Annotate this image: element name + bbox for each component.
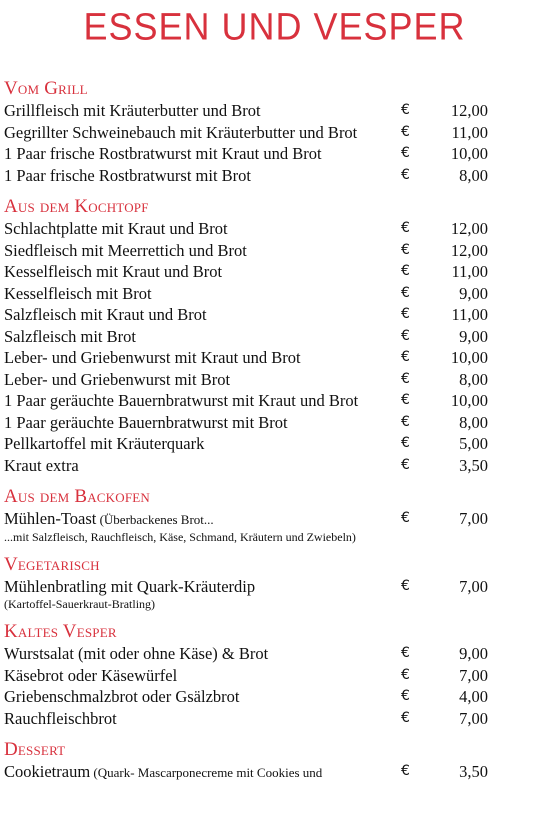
item-description: ...mit Salzfleisch, Rauchfleisch, Käse, Schmand, Kräutern und Zwiebeln) bbox=[4, 529, 356, 544]
item-price: 9,00 bbox=[459, 283, 488, 303]
euro-sign: € bbox=[401, 666, 410, 683]
euro-sign: € bbox=[401, 435, 410, 451]
item-name: Gegrillter Schweinebauch mit Kräuterbutter und Brot bbox=[4, 122, 358, 142]
item-price: 7,00 bbox=[459, 665, 488, 685]
menu-item bbox=[4, 390, 544, 412]
item-name-line bbox=[4, 122, 357, 144]
item-name-line bbox=[4, 508, 214, 531]
item-price: 5,00 bbox=[459, 434, 488, 453]
item-name: Leber- und Griebenwurst mit Brot bbox=[4, 369, 231, 389]
item-name: Käsebrot oder Käsewürfel bbox=[4, 665, 178, 685]
item-name-line bbox=[4, 240, 247, 262]
item-note: (Überbackenes Brot... bbox=[96, 512, 214, 527]
item-name: 1 Paar geräuchte Bauernbratwurst mit Kraut und Brot bbox=[4, 391, 359, 410]
menu-item bbox=[4, 218, 544, 240]
item-price: 3,50 bbox=[459, 455, 488, 475]
euro-sign: € bbox=[401, 123, 410, 140]
euro-sign: € bbox=[401, 166, 410, 183]
euro-sign: € bbox=[401, 709, 410, 726]
menu-list bbox=[4, 78, 544, 783]
item-name: Mühlen-Toast bbox=[4, 509, 97, 528]
menu-item bbox=[4, 643, 544, 665]
item-description: (Kartoffel-Sauerkraut-Bratling) bbox=[4, 597, 156, 611]
item-name: Rauchfleischbrot bbox=[4, 708, 117, 728]
section-spacer bbox=[4, 544, 544, 554]
menu-section bbox=[4, 621, 544, 739]
item-name: Grillfleisch mit Kräuterbutter und Brot bbox=[4, 101, 261, 120]
item-name: Kesselfleisch mit Brot bbox=[4, 283, 152, 303]
menu-item bbox=[4, 100, 544, 122]
item-name-line bbox=[4, 369, 230, 391]
section-title: Aus dem Kochtopf bbox=[4, 196, 149, 217]
menu-item bbox=[4, 122, 544, 144]
item-name: Mühlenbratling mit Quark-Kräuterdip bbox=[4, 576, 256, 596]
euro-sign: € bbox=[401, 241, 410, 258]
menu-item bbox=[4, 369, 544, 391]
item-price: 12,00 bbox=[450, 240, 488, 260]
euro-sign: € bbox=[401, 763, 410, 779]
euro-sign: € bbox=[401, 577, 410, 594]
item-price: 8,00 bbox=[459, 412, 488, 432]
menu-item bbox=[4, 326, 544, 348]
euro-sign: € bbox=[401, 413, 410, 430]
item-price: 12,00 bbox=[450, 101, 488, 120]
menu-item bbox=[4, 165, 544, 187]
menu-item bbox=[4, 455, 544, 477]
item-name: 1 Paar geräuchte Bauernbratwurst mit Brot bbox=[4, 412, 288, 432]
section-spacer bbox=[4, 476, 544, 486]
euro-sign: € bbox=[401, 456, 410, 473]
menu-item bbox=[4, 665, 544, 687]
item-name: Salzfleisch mit Brot bbox=[4, 326, 136, 346]
item-name: Kraut extra bbox=[4, 455, 79, 475]
euro-sign: € bbox=[401, 145, 410, 161]
item-price: 9,00 bbox=[459, 644, 488, 663]
item-price: 10,00 bbox=[450, 348, 488, 367]
menu-item bbox=[4, 508, 544, 530]
euro-sign: € bbox=[401, 349, 410, 365]
section-spacer bbox=[4, 729, 544, 739]
item-price: 10,00 bbox=[450, 144, 488, 163]
item-price: 4,00 bbox=[459, 687, 488, 706]
menu-item bbox=[4, 347, 544, 369]
section-title: Aus dem Backofen bbox=[4, 486, 150, 507]
menu-section bbox=[4, 739, 544, 783]
menu-item bbox=[4, 240, 544, 262]
item-name-line bbox=[4, 576, 255, 598]
item-name: Kesselfleisch mit Kraut und Brot bbox=[4, 262, 223, 281]
item-name: Leber- und Griebenwurst mit Kraut und Brot bbox=[4, 348, 301, 367]
section-title: Vegetarisch bbox=[4, 553, 100, 575]
euro-sign: € bbox=[401, 284, 410, 301]
item-name-line bbox=[4, 143, 322, 165]
item-name-line bbox=[4, 412, 288, 434]
menu-item bbox=[4, 761, 544, 783]
item-price: 8,00 bbox=[459, 369, 488, 389]
item-name: Cookietraum bbox=[4, 762, 91, 781]
item-name: Siedfleisch mit Meerrettich und Brot bbox=[4, 240, 247, 260]
section-title: Vom Grill bbox=[4, 78, 88, 99]
euro-sign: € bbox=[401, 327, 410, 344]
item-name: 1 Paar frische Rostbratwurst mit Kraut und Brot bbox=[4, 144, 322, 163]
item-name-line bbox=[4, 665, 177, 687]
item-name-line bbox=[4, 165, 251, 187]
item-name-line bbox=[4, 686, 240, 708]
item-price: 3,50 bbox=[459, 762, 488, 781]
menu-item bbox=[4, 283, 544, 305]
item-price: 7,00 bbox=[459, 576, 488, 596]
item-name-line bbox=[4, 390, 358, 412]
menu-item bbox=[4, 143, 544, 165]
item-name: Pellkartoffel mit Kräuterquark bbox=[4, 434, 205, 453]
menu-item bbox=[4, 708, 544, 730]
euro-sign: € bbox=[401, 392, 410, 408]
item-name-line bbox=[4, 643, 268, 665]
item-name-line bbox=[4, 433, 204, 455]
item-name-line bbox=[4, 708, 117, 730]
menu-item bbox=[4, 412, 544, 434]
item-name-line bbox=[4, 100, 261, 122]
item-price: 10,00 bbox=[450, 391, 488, 410]
item-price: 12,00 bbox=[450, 219, 488, 238]
item-name: Griebenschmalzbrot oder Gsälzbrot bbox=[4, 687, 240, 706]
item-price: 8,00 bbox=[459, 165, 488, 185]
menu-item bbox=[4, 304, 544, 326]
item-price: 7,00 bbox=[459, 708, 488, 728]
item-name: Wurstsalat (mit oder ohne Käse) & Brot bbox=[4, 644, 269, 663]
section-title: Dessert bbox=[4, 739, 66, 760]
item-name-line bbox=[4, 304, 207, 326]
menu-section bbox=[4, 486, 544, 554]
item-name: Schlachtplatte mit Kraut und Brot bbox=[4, 219, 228, 238]
euro-sign: € bbox=[401, 306, 410, 322]
item-name-line bbox=[4, 261, 222, 283]
menu-item bbox=[4, 261, 544, 283]
item-name-line bbox=[4, 347, 301, 369]
euro-sign: € bbox=[401, 263, 410, 279]
item-name: Salzfleisch mit Kraut und Brot bbox=[4, 305, 207, 324]
euro-sign: € bbox=[401, 688, 410, 704]
menu-section bbox=[4, 196, 544, 486]
item-price: 11,00 bbox=[451, 122, 488, 142]
euro-sign: € bbox=[401, 102, 410, 118]
item-name-line bbox=[4, 761, 322, 784]
item-price: 9,00 bbox=[459, 326, 488, 346]
item-price: 11,00 bbox=[451, 305, 488, 324]
menu-item bbox=[4, 433, 544, 455]
item-price: 7,00 bbox=[459, 509, 488, 528]
section-title: Kaltes Vesper bbox=[4, 621, 117, 642]
item-name-line bbox=[4, 283, 152, 305]
section-spacer bbox=[4, 186, 544, 196]
item-name-line bbox=[4, 218, 228, 240]
page-title: ESSEN UND VESPER bbox=[83, 4, 466, 48]
menu-item bbox=[4, 576, 544, 598]
item-note: (Quark- Mascarponecreme mit Cookies und bbox=[90, 765, 323, 780]
menu-item bbox=[4, 686, 544, 708]
item-name: 1 Paar frische Rostbratwurst mit Brot bbox=[4, 165, 252, 185]
euro-sign: € bbox=[401, 510, 410, 526]
euro-sign: € bbox=[401, 220, 410, 236]
item-name-line bbox=[4, 326, 136, 348]
euro-sign: € bbox=[401, 370, 410, 387]
menu-section bbox=[4, 78, 544, 196]
euro-sign: € bbox=[401, 645, 410, 661]
section-spacer bbox=[4, 611, 544, 621]
item-price: 11,00 bbox=[451, 262, 488, 281]
item-name-line bbox=[4, 455, 79, 477]
menu-section bbox=[4, 554, 544, 622]
